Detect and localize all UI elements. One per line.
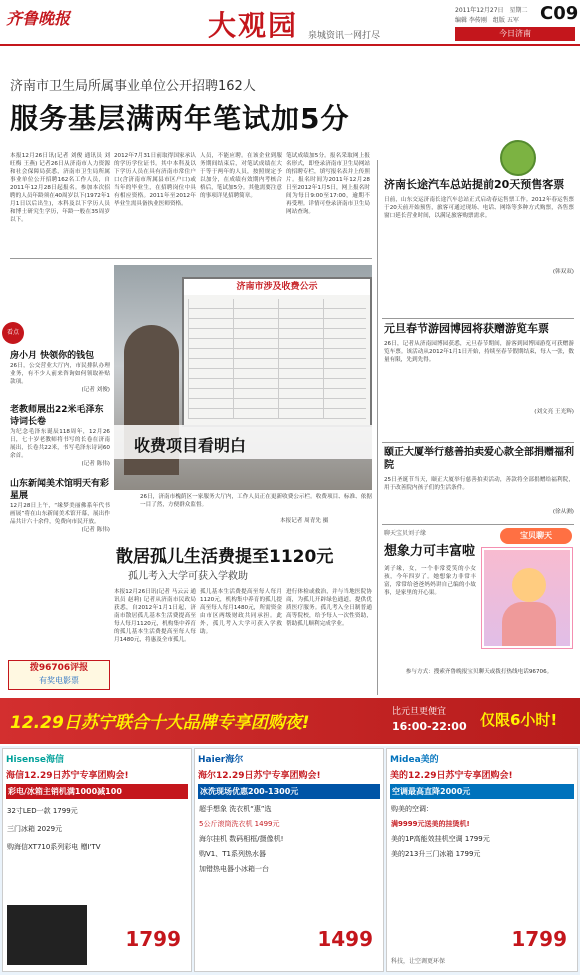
left-item-body: 12月28日上午，“缘梦美丽佛系年代书画展”将在山东新闻美术馆开幕，展出作品共计六十余件，免费向市民开放。 bbox=[10, 503, 110, 525]
paper-logo: 齐鲁晚报 bbox=[6, 9, 71, 28]
page-number: C09 bbox=[540, 3, 579, 24]
subsidy-col-1: 本报12月26日讯(记者 马云云 通讯员 赵莉) 记者从济南市民政局获悉，自2012年1月1日起，济南市散居孤儿基本生活费提高至每人每月1120元，机构集中养育的孤儿基本生活费提高至每人每月1480元，将惠及全市孤儿。 bbox=[114, 589, 196, 643]
right-story-3 bbox=[384, 446, 574, 516]
left-item-body: 为纪念毛泽东诞辰118周年，12月26日，七十岁老教师将书写的长卷在济南展出，长卷共22米，书写毛泽东诗词60余首。 bbox=[10, 429, 110, 459]
right-story-2-byline: (刘文亮 王光辉) bbox=[534, 409, 574, 415]
brand-line: 购V1、T1系列热水器 bbox=[199, 850, 266, 858]
lead-col-3: 人员，不能应聘。在该企业到服务期间结束后，对笔试成绩在大于等于两年的人员，按照规定予以加分，在成绩有效期内考核合格后，笔试加5分。其他需要注意的事项详见招聘简章。 bbox=[200, 153, 282, 199]
banner-headline: 12.29日苏宁联合十大品牌专享团购夜! bbox=[10, 713, 310, 733]
brand-footer-note: 科技，让空调更环保 bbox=[391, 958, 446, 965]
lead-col-2: 2012年7月31日前取得国家承认的学历学位证书。其中本科及以下学历人员在具有济南市常住户口(含济南市所属县市区户口)或当年的毕业生，在招聘岗位中具有相应资格。2011年至2012年毕业生需具备执业医师资格。 bbox=[114, 153, 196, 207]
edition-tag: 今日济南 bbox=[455, 27, 575, 41]
left-item-title: 山东新闻美术馆明天有彩星展 bbox=[10, 479, 110, 501]
subsidy-col-3: 进行体检或救治，并与当地医院协商，为孤儿开辟绿色通道，提供优质医疗服务。孤儿考入全日制普通高等院校，给予每人一次性资助，帮助孤儿顺利完成学业。 bbox=[286, 589, 372, 627]
subsidy-subhead: 孤儿考入大学可获入学救助 bbox=[128, 571, 248, 582]
banner-sub: 比元旦更便宜 bbox=[392, 707, 447, 717]
baby-body-shape bbox=[502, 602, 556, 646]
reader-ad[interactable] bbox=[8, 660, 110, 690]
baby-headline: 想象力可丰富啦 bbox=[384, 544, 476, 559]
brand-line: 5公斤滚筒洗衣机 1499元 bbox=[199, 820, 280, 828]
look-tag-icon: 看点 bbox=[2, 322, 24, 344]
left-item bbox=[10, 350, 110, 394]
right-story-1-byline: (韩双双) bbox=[552, 269, 574, 275]
right-story-2 bbox=[384, 322, 574, 416]
tv-image bbox=[7, 905, 87, 965]
right-story-1-body: 日前，山东交运济南长途汽车总站正式启动春运售票工作。2012年春运售票于20天前开始预售，旅客可通过现场、电话、网络等多种方式购票，各售票窗口延长营业时间，以满足旅客购票需求。 bbox=[384, 197, 574, 219]
brand-name: Midea美的 bbox=[390, 755, 439, 765]
right-story-1-headline: 济南长途汽车总站提前20天预售客票 bbox=[384, 178, 565, 191]
brand-line: 三门冰箱 2029元 bbox=[7, 825, 63, 833]
right-story-2-body: 26日，记者从济南园博园获悉，元旦春节期间，游客到园博园游览可获赠游览车票。该活动从2012年1月1日开始，持续至春节假期结束，每人一张，数量有限，先到先得。 bbox=[384, 341, 574, 363]
brand-price: 1799 bbox=[511, 927, 567, 951]
lead-headline: 服务基层满两年笔试加5分 bbox=[10, 102, 350, 135]
brand-line: 加错热电器小冰箱一台 bbox=[199, 865, 269, 873]
brand-line: 购美的空调： bbox=[391, 805, 433, 813]
suning-banner[interactable] bbox=[0, 698, 580, 744]
right-story-3-body: 25日圣诞节当天，颐正大厦举行慈善拍卖活动，善款将全部捐赠给福利院，用于改善院内孩子们的生活条件。 bbox=[384, 477, 574, 491]
subsidy-col-2: 孤儿基本生活费提高至每人每月1120元，机构集中养育的孤儿提高至每人每月1480元，所需资金由市区两级财政共同承担。此外，孤儿考入大学可获入学救助。 bbox=[200, 589, 282, 635]
brand-card-midea[interactable] bbox=[386, 748, 578, 972]
baby-chat-badge: 宝贝聊天 bbox=[500, 528, 572, 544]
subsidy-headline: 散居孤儿生活费提至1120元 bbox=[116, 547, 334, 567]
right-story-1 bbox=[384, 178, 574, 276]
lead-col-4: 笔试成绩加5分。报名采取网上报名形式，即登录济南市卫生局网站的招聘专栏，填写报名表并上传照片。报名时间为2011年12月28日至2012年1月5日，网上报名时间为每日9:00至17:00，逾期不再受理。详情可登录济南市卫生局网站查询。 bbox=[286, 153, 370, 215]
brand-price: 1799 bbox=[125, 927, 181, 951]
tree-logo-icon bbox=[500, 140, 536, 176]
reader-ad-top: 拨96706评报 bbox=[29, 663, 89, 673]
brand-line: 美的1P高能效挂机空调 1799元 bbox=[391, 835, 490, 843]
fee-board bbox=[182, 277, 372, 427]
brand-sub: 冰洗现场优惠200-1300元 bbox=[198, 784, 380, 799]
brand-title: 海尔12.29日苏宁专享团购会! bbox=[198, 771, 321, 781]
left-item-byline: (记者 刘俊) bbox=[81, 387, 110, 393]
baby-kicker: 聊天宝贝刘子缘 bbox=[384, 530, 427, 537]
brand-line: 购海信XT710系列彩电 赠I'TV bbox=[7, 843, 101, 851]
news-photo bbox=[114, 265, 372, 490]
brand-name: Haier海尔 bbox=[198, 755, 244, 765]
right-story-3-headline: 颐正大厦举行慈善拍卖爱心款全部捐赠福利院 bbox=[384, 447, 574, 471]
section-slogan: 泉城资讯一网打尽 bbox=[308, 31, 381, 41]
lead-col-1: 本报12月26日讯(记者 刘俊 通讯员 刘旺梅 王燕) 记者26日从济南市人力资源和社会保障局获悉，济南市卫生局所属事业单位公开招聘162名工作人员，自2011年12月28日起报名。参加本次招聘的人员年龄须在40周岁以下(1972年1月1日以后出生)，本科及以下学历人员和博士研究生学历，年龄一般在35周岁以下。 bbox=[10, 153, 110, 223]
brand-ads bbox=[0, 746, 580, 975]
reader-ad-bottom: 有奖电影票 bbox=[39, 676, 79, 685]
brand-price: 1499 bbox=[317, 927, 373, 951]
brand-sub: 彩电/冰箱主销机满1000减100 bbox=[6, 784, 188, 799]
section-title: 大观园 bbox=[208, 9, 299, 42]
brand-sub: 空调最高直降2000元 bbox=[390, 784, 574, 799]
editors-line: 编辑 李传刚 组版 五军 bbox=[455, 17, 519, 24]
baby-body: 刘子缘，女，一个非常爱笑的小女孩，今年四岁了。她想象力非常丰富，常常给爸爸妈妈讲自己编的小故事，是家里的开心果。 bbox=[384, 566, 476, 596]
section-divider bbox=[10, 258, 372, 259]
left-item-byline: (记者 陈伟) bbox=[81, 527, 110, 533]
banner-limit: 仅限6小时! bbox=[480, 711, 558, 729]
brand-title: 美的12.29日苏宁专享团购会! bbox=[390, 771, 513, 781]
photo-caption: 26日，济南市槐荫区一家服务大厅内，工作人员正在更新收费公示栏。收费项目、标准、依据一目了然，方便群众监督。 bbox=[140, 494, 372, 508]
baby-photo bbox=[482, 548, 572, 648]
left-column bbox=[10, 350, 110, 534]
left-item bbox=[10, 478, 110, 534]
lead-kicker: 济南市卫生局所属事业单位公开招聘162人 bbox=[10, 79, 256, 94]
brand-card-haier[interactable] bbox=[194, 748, 384, 972]
right-story-3-byline: (徐从测) bbox=[552, 509, 574, 515]
photo-headline: 收费项目看明白 bbox=[134, 436, 247, 455]
fee-board-title: 济南市涉及收费公示 bbox=[184, 279, 370, 295]
brand-card-hisense[interactable] bbox=[2, 748, 192, 972]
left-item bbox=[10, 404, 110, 468]
brand-name: Hisense海信 bbox=[6, 755, 64, 765]
date-line: 2011年12月27日 星期二 bbox=[455, 7, 528, 14]
brand-title: 海信12.29日苏宁专享团购会! bbox=[6, 771, 129, 781]
brand-line: 满9999元送美的挂烫机! bbox=[391, 820, 470, 828]
masthead bbox=[0, 0, 580, 46]
brand-line: 32寸LED一款 1799元 bbox=[7, 807, 78, 815]
brand-line: 海尔挂机 数码相框/摄像机! bbox=[199, 835, 284, 843]
left-item-byline: (记者 陈伟) bbox=[81, 461, 110, 467]
right-story-2-headline: 元旦春节游园博园将获赠游览车票 bbox=[384, 322, 549, 335]
photo-byline: 本报记者 周青先 摄 bbox=[280, 518, 329, 524]
left-item-body: 26日，公交营业大厅内，市民排队办理业务，有不少人前来咨询如何领取补贴款项。 bbox=[10, 363, 110, 385]
brand-line: 美的213升三门冰箱 1799元 bbox=[391, 850, 481, 858]
left-item-title: 老教师展出22米毛泽东诗词长卷 bbox=[10, 405, 104, 427]
column-divider bbox=[377, 160, 378, 695]
baby-face bbox=[512, 568, 546, 602]
fee-board-table bbox=[188, 299, 366, 419]
left-item-title: 房小月 快领你的钱包 bbox=[10, 351, 95, 361]
brand-line: 超手想象 洗衣机“惠”选 bbox=[199, 805, 272, 813]
banner-time: 16:00-22:00 bbox=[392, 720, 467, 733]
baby-footer: 参与方式：搜索齐鲁晚报宝贝聊天或拨打热线电话96706。 bbox=[405, 669, 553, 675]
